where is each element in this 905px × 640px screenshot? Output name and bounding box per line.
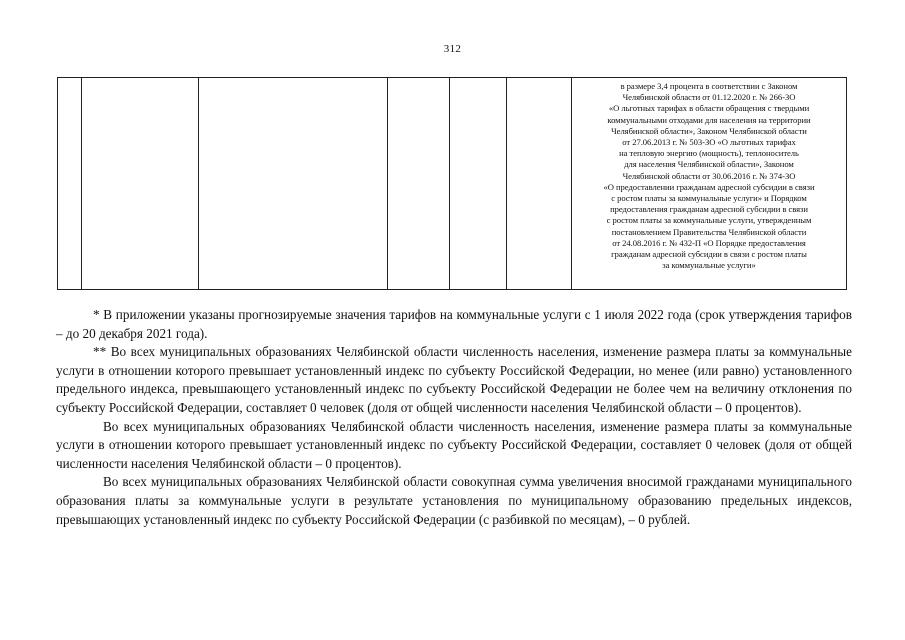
- paragraph-total-sum: Во всех муниципальных образованиях Челябинской области совокупная сумма увеличения вносимой гражданами муниципального образования платы за коммунальные услуги в результате установления по муниципальному образованию предельных индексов, превышающих установленный индекс по субъекту Российской Федерации (с разбивкой по месяцам), – 0 рублей.: [56, 474, 852, 527]
- table-row: [58, 78, 847, 290]
- table-cell-3: [199, 78, 388, 290]
- table-cell-7: [572, 78, 847, 290]
- continuation-table: [57, 77, 847, 290]
- table-cell-6: [507, 78, 572, 290]
- table-cell-5: [450, 78, 507, 290]
- table-cell-1: [58, 78, 82, 290]
- page-number: 312: [443, 43, 462, 55]
- footnote-single-star: * В приложении указаны прогнозируемые значения тарифов на коммунальные услуги с 1 июля 2022 года (срок утверждения тарифов – до 20 декабря 2021 года).: [56, 307, 852, 341]
- paragraph-population: Во всех муниципальных образованиях Челябинской области численность населения, изменение размера платы за коммунальные услуги в отношении которого превышает установленный индекс по субъекту Российской Федерации, составляет 0 человек (доля от общей численности населения Челябинской области – 0 процентов).: [56, 418, 852, 471]
- footnote-double-star: ** Во всех муниципальных образованиях Челябинской области численность населения, изменение размера платы за коммунальные услуги в отношении которого превышает установленный индекс по субъекту Российской Федерации, но менее (или равно) установленного предельного индекса, превышающего установленный индекс по субъекту Российской Федерации не более чем на величину отклонения по субъекту Российской Федерации, составляет 0 человек (доля от общей численности населения Челябинской области – 0 процентов).: [56, 344, 852, 415]
- table-cell-4: [388, 78, 450, 290]
- footnotes-block: [56, 306, 852, 529]
- table-cell-2: [82, 78, 199, 290]
- legal-basis-text: в размере 3,4 процента в соответствии с Законом Челябинской области от 01.12.2020 г. № 266-ЗО «О льготных тарифах в области обращения с твердыми коммунальными отходами для населения на территории Челябинской области», Законом Челябинской области от 27.06.2013 г. № 503-ЗО «О льготных тарифах на тепловую энергию (мощность), теплоноситель для населения Челябинской области», Законом Челябинской области от 30.06.2016 г. № 374-ЗО «О предоставлении гражданам адресной субсидии в связи с ростом платы за коммунальные услуги» и Порядком предоставления гражданам адресной субсидии в связи с ростом платы за коммунальные услуги, утвержденным постановлением Правительства Челябинской области от 24.08.2016 г. № 432-П «О Порядке предоставления гражданам адресной субсидии в связи с ростом платы за коммунальные услуги»: [603, 81, 815, 271]
